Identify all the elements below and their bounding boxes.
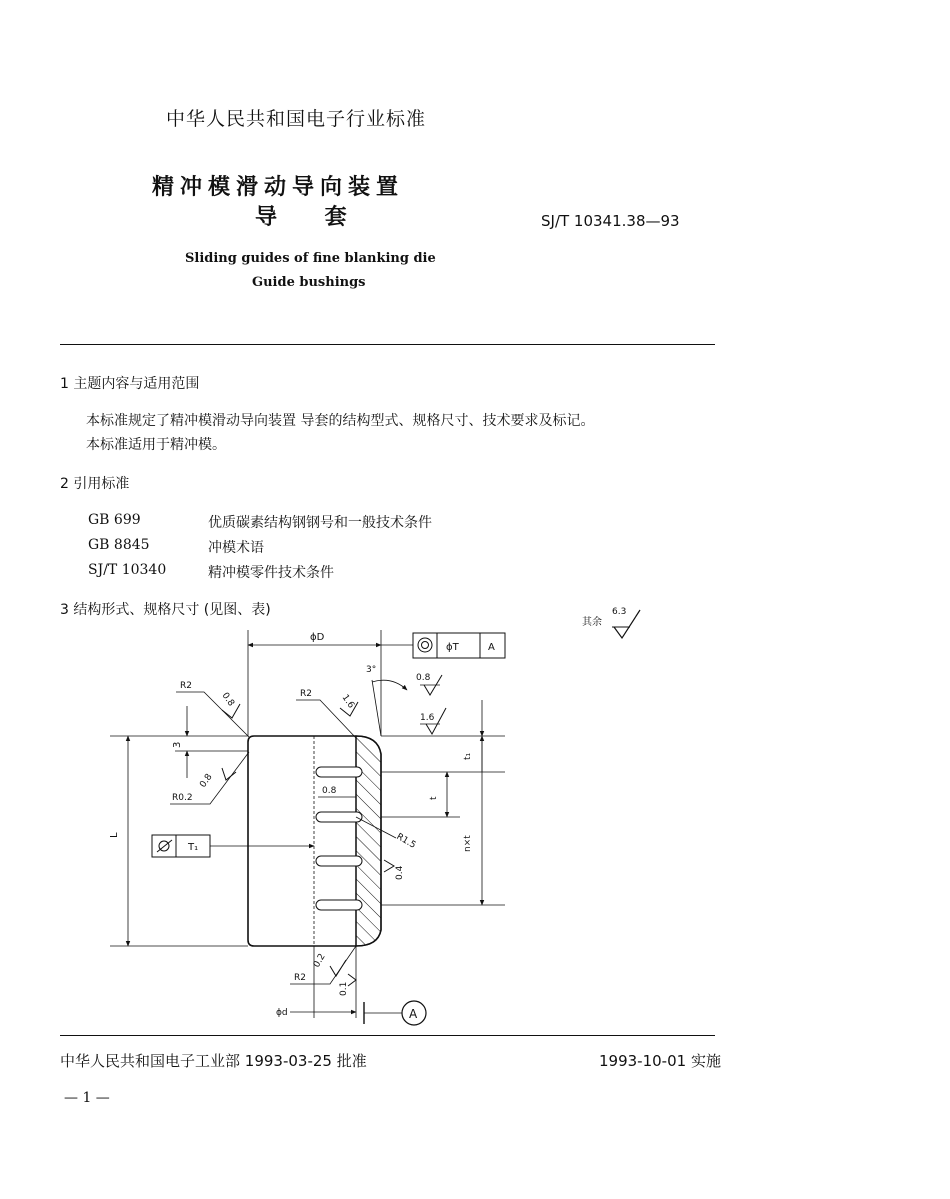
fcf-tolerance: ϕT xyxy=(446,642,459,653)
roughness-rest-label: 其余 xyxy=(582,617,602,628)
section2-heading: 2 引用标准 xyxy=(60,476,130,492)
dim-L: L xyxy=(109,832,120,838)
section1-para2: 本标准适用于精冲模。 xyxy=(86,437,226,453)
section1-heading: 1 主题内容与适用范围 xyxy=(60,376,200,392)
section3-heading: 3 结构形式、规格尺寸 (见图、表) xyxy=(60,602,271,618)
standard-number: SJ/T 10341.38—93 xyxy=(541,212,680,230)
ref-code: GB 699 xyxy=(88,512,141,528)
label-r2-left: R2 xyxy=(180,681,192,691)
roughness-value: 0.1 xyxy=(339,981,349,996)
roughness-value: 0.4 xyxy=(395,865,405,880)
title-cn-line1: 精冲模滑动导向装置 xyxy=(152,175,405,200)
cylindricity-tolerance: T₁ xyxy=(188,842,199,853)
roughness-value: 0.2 xyxy=(311,952,328,970)
roughness-value: 1.6 xyxy=(339,692,356,711)
title-cn-line2: 导 套 xyxy=(255,205,347,230)
datum-a-label: A xyxy=(409,1007,418,1021)
roughness-rest-value: 6.3 xyxy=(612,607,627,617)
implementation-date: 1993-10-01 实施 xyxy=(599,1052,721,1070)
label-r02: R0.2 xyxy=(172,793,193,803)
title-en-line1: Sliding guides of fine blanking die xyxy=(185,251,436,266)
dim-3: 3 xyxy=(172,741,183,748)
position-tolerance-frame xyxy=(381,633,505,658)
section1-para1: 本标准规定了精冲模滑动导向装置 导套的结构型式、规格尺寸、技术要求及标记。 xyxy=(86,413,595,429)
ref-code: SJ/T 10340 xyxy=(88,562,167,578)
label-r2-bottom: R2 xyxy=(294,973,306,983)
roughness-value: 0.8 xyxy=(416,673,431,683)
title-en-line2: Guide bushings xyxy=(252,275,366,290)
ref-title: 冲模术语 xyxy=(208,540,264,556)
label-r15: R1.5 xyxy=(394,831,418,851)
issuing-organization: 中华人民共和国电子行业标准 xyxy=(166,108,427,130)
ref-title: 优质碳素结构钢钢号和一般技术条件 xyxy=(208,515,432,531)
roughness-value: 0.8 xyxy=(198,772,215,790)
label-r2-mid: R2 xyxy=(300,689,312,699)
approval-date: 中华人民共和国电子工业部 1993-03-25 批准 xyxy=(60,1052,367,1070)
dim-nxt: n×t xyxy=(463,835,473,852)
fcf-datum: A xyxy=(488,642,495,653)
dim-t1: t₁ xyxy=(463,752,473,760)
roughness-value: 0.8 xyxy=(219,690,236,709)
roughness-value: 0.8 xyxy=(322,786,337,796)
ref-title: 精冲模零件技术条件 xyxy=(208,565,334,581)
dim-t: t xyxy=(429,796,439,800)
roughness-value: 1.6 xyxy=(420,713,435,723)
footer-rule xyxy=(60,1035,715,1036)
page-number: — 1 — xyxy=(64,1090,110,1106)
ref-code: GB 8845 xyxy=(88,537,150,553)
dim-phid: ϕd xyxy=(276,1008,288,1018)
dim-phiD: ϕD xyxy=(310,632,325,643)
angle-3deg: 3° xyxy=(366,665,377,675)
cylindricity-tolerance-frame xyxy=(152,835,314,857)
